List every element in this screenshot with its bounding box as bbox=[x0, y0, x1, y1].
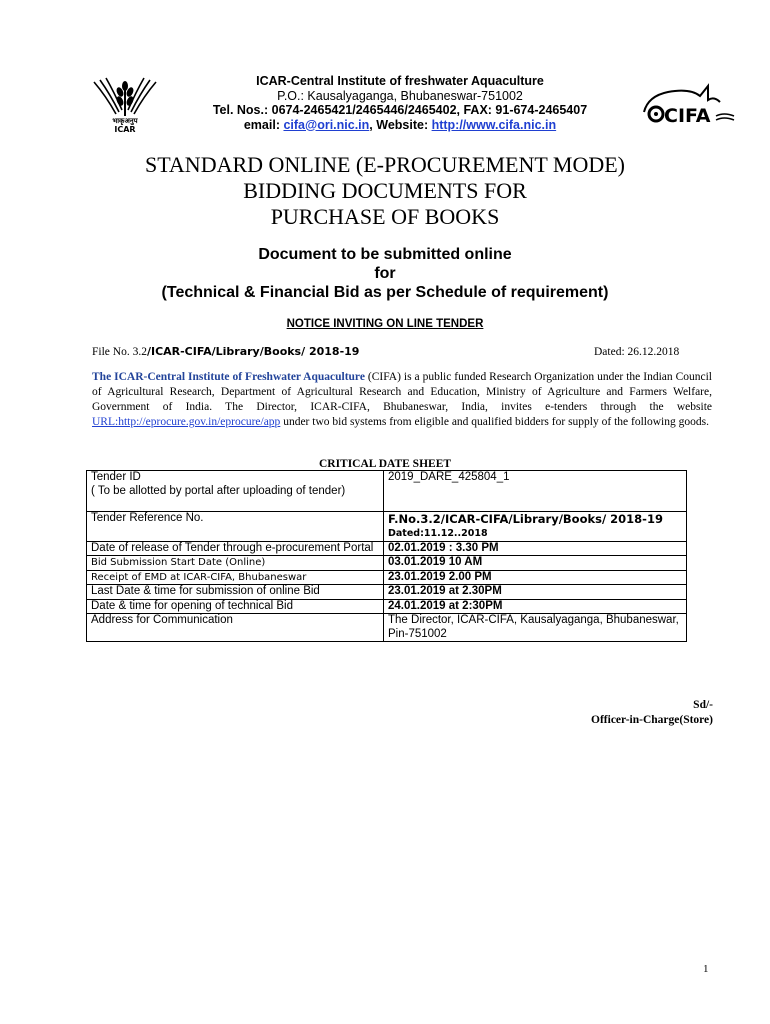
icar-logo-text: ICAR bbox=[114, 125, 136, 134]
subtitle-line-2: for bbox=[374, 265, 396, 282]
email-website-line bbox=[150, 118, 650, 133]
website-label: , Website: bbox=[369, 117, 432, 132]
postal-address: P.O.: Kausalyaganga, Bhubaneswar-751002 bbox=[277, 88, 523, 103]
address-label: Address for Communication bbox=[87, 614, 384, 642]
tender-ref-label: Tender Reference No. bbox=[87, 512, 384, 542]
table-row bbox=[87, 556, 687, 571]
table-row bbox=[87, 614, 687, 642]
eprocure-link[interactable]: URL:http://eprocure.gov.in/eprocure/app bbox=[92, 416, 281, 428]
icar-logo-hindi-text: भाकृअनुप bbox=[112, 117, 138, 125]
table-row bbox=[87, 570, 687, 585]
emd-receipt-value: 23.01.2019 2.00 PM bbox=[384, 570, 687, 585]
email-link[interactable]: cifa@ori.nic.in bbox=[283, 117, 370, 132]
title-line-2: BIDDING DOCUMENTS FOR bbox=[243, 178, 527, 203]
release-date-value: 02.01.2019 : 3.30 PM bbox=[384, 541, 687, 556]
table-row bbox=[87, 541, 687, 556]
critical-date-sheet-title: CRITICAL DATE SHEET bbox=[318, 458, 452, 470]
file-number bbox=[92, 345, 359, 358]
subtitle-line-1: Document to be submitted online bbox=[258, 246, 512, 263]
subtitle-line-3: (Technical & Financial Bid as per Schedule of requirement) bbox=[161, 284, 609, 301]
release-date-label: Date of release of Tender through e-procurement Portal bbox=[87, 541, 384, 556]
opening-date-label: Date & time for opening of technical Bid bbox=[87, 599, 384, 614]
paragraph-text-1: (CIFA) is a public funded Research Organization under the Indian Council of Agricultural Research, Department of Agricultural Research and Education, Ministry of Agriculture and Farmers Welfare, Government of India. The Director, ICAR-CIFA, Bhubaneswar, India, invites e-tenders through the website bbox=[92, 371, 713, 413]
tender-ref-cell bbox=[384, 512, 687, 542]
paragraph-text-2: under two bid systems from eligible and qualified bidders for supply of the following goods. bbox=[280, 416, 709, 428]
tender-id-label: Tender ID ( To be allotted by portal after uploading of tender) bbox=[87, 471, 384, 512]
phone-fax: Tel. Nos.: 0674-2465421/2465446/2465402, FAX: 91-674-2465407 bbox=[212, 103, 588, 117]
last-date-label: Last Date & time for submission of online Bid bbox=[87, 585, 384, 600]
tender-id-value: 2019_DARE_425804_1 bbox=[384, 471, 687, 512]
address-value: The Director, ICAR-CIFA, Kausalyaganga, Bhubaneswar, Pin-751002 bbox=[384, 614, 687, 642]
document-subtitle bbox=[0, 245, 770, 302]
cifa-logo-text: CIFA bbox=[664, 105, 711, 127]
tender-ref-value: F.No.3.2/ICAR-CIFA/Library/Books/ 2018-19 bbox=[388, 512, 663, 526]
document-title bbox=[0, 152, 770, 230]
signature-block bbox=[591, 698, 713, 728]
bid-start-value: 03.01.2019 10 AM bbox=[384, 556, 687, 571]
last-date-value: 23.01.2019 at 2.30PM bbox=[384, 585, 687, 600]
title-line-1: STANDARD ONLINE (E-PROCUREMENT MODE) bbox=[145, 152, 625, 177]
page-number: 1 bbox=[703, 963, 709, 975]
email-label: email: bbox=[243, 117, 284, 132]
tender-ref-dated: Dated:11.12..2018 bbox=[388, 527, 488, 539]
opening-date-value: 24.01.2019 at 2:30PM bbox=[384, 599, 687, 614]
file-prefix: File No. 3.2 bbox=[92, 346, 147, 358]
critical-date-table bbox=[86, 470, 687, 642]
organization-name: The ICAR-Central Institute of Freshwater Aquaculture bbox=[92, 371, 365, 383]
website-link[interactable]: http://www.cifa.nic.in bbox=[431, 117, 557, 132]
notice-heading: NOTICE INVITING ON LINE TENDER bbox=[286, 318, 484, 330]
table-row bbox=[87, 599, 687, 614]
file-date: Dated: 26.12.2018 bbox=[594, 346, 680, 358]
institute-name: ICAR-Central Institute of freshwater Aquaculture bbox=[256, 74, 544, 88]
bid-start-label: Bid Submission Start Date (Online) bbox=[87, 556, 384, 571]
table-row bbox=[87, 471, 687, 512]
table-row bbox=[87, 585, 687, 600]
signature-sd: Sd/- bbox=[693, 699, 713, 711]
letterhead bbox=[150, 74, 650, 132]
file-number-bold: /ICAR-CIFA/Library/Books/ 2018-19 bbox=[146, 345, 360, 358]
intro-paragraph bbox=[92, 370, 712, 430]
signature-designation: Officer-in-Charge(Store) bbox=[591, 714, 713, 726]
title-line-3: PURCHASE OF BOOKS bbox=[270, 204, 500, 229]
emd-receipt-label: Receipt of EMD at ICAR-CIFA, Bhubaneswar bbox=[87, 570, 384, 585]
table-row bbox=[87, 512, 687, 542]
